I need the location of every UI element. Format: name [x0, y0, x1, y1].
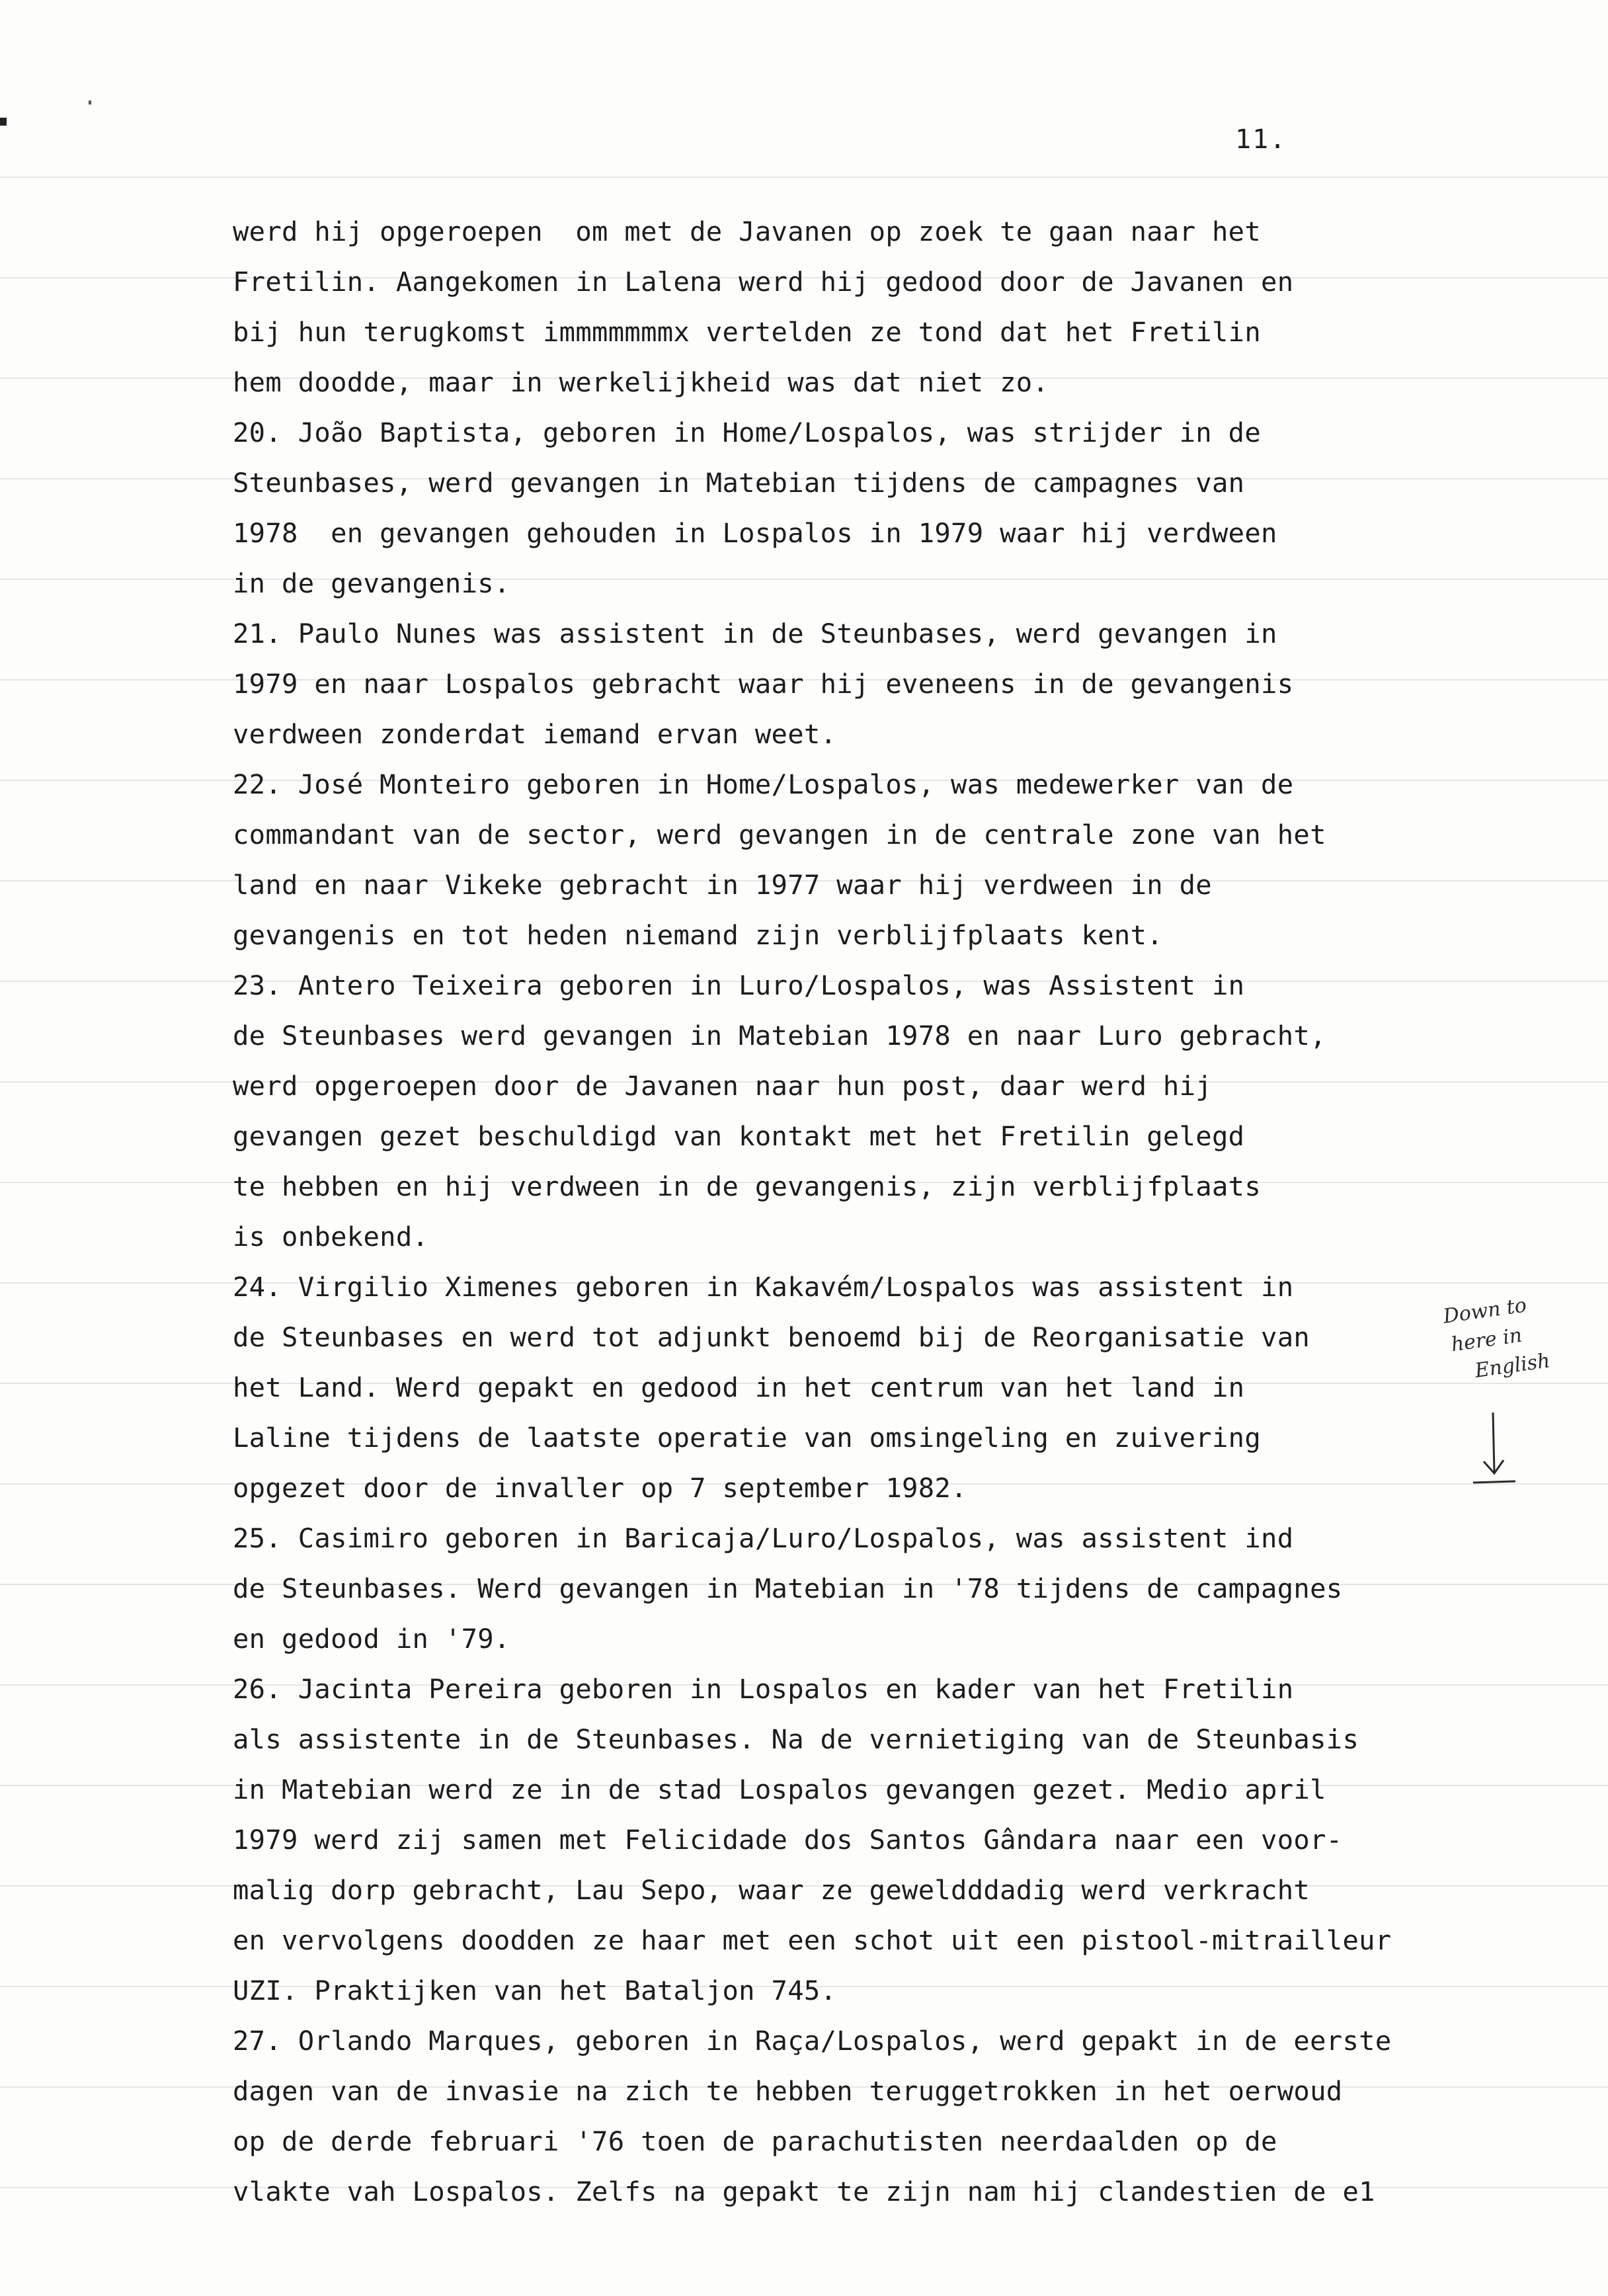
- down-arrow-icon: [1468, 1409, 1521, 1488]
- text-line: 1978 en gevangen gehouden in Lospalos in 1979 waar hij verdween: [233, 517, 1277, 549]
- text-line: Laline tijdens de laatste operatie van omsingeling en zuivering: [233, 1422, 1262, 1454]
- text-line: en gedood in '79.: [233, 1623, 510, 1655]
- text-line: werd opgeroepen door de Javanen naar hun post, daar werd hij: [233, 1070, 1212, 1102]
- binding-mark: [0, 118, 7, 126]
- text-line: hem doodde, maar in werkelijkheid was dat niet zo.: [233, 366, 1049, 398]
- text-line: in Matebian werd ze in de stad Lospalos gevangen gezet. Medio april: [233, 1774, 1326, 1805]
- text-line: het Land. Werd gepakt en gedood in het centrum van het land in: [233, 1372, 1245, 1403]
- handwritten-margin-note: [1428, 1293, 1587, 1508]
- text-line: de Steunbases. Werd gevangen in Matebian in '78 tijdens de campagnes: [233, 1573, 1343, 1604]
- margin-note-line: English: [1473, 1349, 1552, 1383]
- text-line: opgezet door de invaller op 7 september 1982.: [233, 1472, 967, 1504]
- text-line: vlakte vah Lospalos. Zelfs na gepakt te zijn nam hij clandestien de e1: [233, 2176, 1375, 2207]
- text-line: Steunbases, werd gevangen in Matebian tijdens de campagnes van: [233, 467, 1245, 499]
- text-line: commandant van de sector, werd gevangen in de centrale zone van het: [233, 819, 1326, 850]
- text-line: de Steunbases werd gevangen in Matebian 1978 en naar Luro gebracht,: [233, 1020, 1326, 1051]
- text-line: op de derde februari '76 toen de parachutisten neerdaalden op de: [233, 2125, 1277, 2157]
- text-line: 25. Casimiro geboren in Baricaja/Luro/Lospalos, was assistent ind: [233, 1522, 1294, 1554]
- text-line: te hebben en hij verdween in de gevangenis, zijn verblijfplaats: [233, 1170, 1262, 1202]
- text-line: 24. Virgilio Ximenes geboren in Kakavém/Lospalos was assistent in: [233, 1271, 1294, 1303]
- text-line: 1979 en naar Lospalos gebracht waar hij eveneens in de gevangenis: [233, 668, 1294, 700]
- text-line: UZI. Praktijken van het Bataljon 745.: [233, 1975, 837, 2006]
- text-line: 22. José Monteiro geboren in Home/Lospalos, was medewerker van de: [233, 768, 1294, 800]
- text-line: malig dorp gebracht, Lau Sepo, waar ze geweldddadig werd verkracht: [233, 1874, 1310, 1906]
- page-number: 11.: [1235, 124, 1287, 155]
- text-line: werd hij opgeroepen om met de Javanen op zoek te gaan naar het: [233, 216, 1262, 247]
- text-line: 27. Orlando Marques, geboren in Raça/Lospalos, werd gepakt in de eerste: [233, 2025, 1392, 2057]
- typewritten-body: [233, 206, 1489, 2217]
- text-line: 20. João Baptista, geboren in Home/Lospalos, was strijder in de: [233, 417, 1262, 448]
- text-line: gevangen gezet beschuldigd van kontakt met het Fretilin gelegd: [233, 1120, 1245, 1152]
- text-line: in de gevangenis.: [233, 567, 510, 599]
- text-line: Fretilin. Aangekomen in Lalena werd hij gedood door de Javanen en: [233, 266, 1294, 298]
- text-line: is onbekend.: [233, 1221, 429, 1252]
- margin-note-line: here in: [1449, 1323, 1524, 1357]
- text-line: bij hun terugkomst immmmmmmx vertelden ze tond dat het Fretilin: [233, 316, 1262, 348]
- text-line: dagen van de invasie na zich te hebben teruggetrokken in het oerwoud: [233, 2075, 1343, 2107]
- text-line: 21. Paulo Nunes was assistent in de Steunbases, werd gevangen in: [233, 618, 1277, 649]
- text-line: 26. Jacinta Pereira geboren in Lospalos en kader van het Fretilin: [233, 1673, 1294, 1705]
- margin-note-text: [1441, 1282, 1597, 1389]
- speck-mark: [89, 101, 91, 104]
- text-line: land en naar Vikeke gebracht in 1977 waar hij verdween in de: [233, 869, 1212, 901]
- text-line: als assistente in de Steunbases. Na de vernietiging van de Steunbasis: [233, 1723, 1359, 1755]
- text-line: de Steunbases en werd tot adjunkt benoemd bij de Reorganisatie van: [233, 1321, 1310, 1353]
- text-line: verdween zonderdat iemand ervan weet.: [233, 718, 837, 750]
- text-line: 1979 werd zij samen met Felicidade dos Santos Gândara naar een voor-: [233, 1824, 1343, 1856]
- text-line: gevangenis en tot heden niemand zijn verblijfplaats kent.: [233, 919, 1163, 951]
- text-line: en vervolgens doodden ze haar met een schot uit een pistool-mitrailleur: [233, 1924, 1392, 1956]
- margin-note-line: Down to: [1441, 1293, 1528, 1329]
- text-line: 23. Antero Teixeira geboren in Luro/Lospalos, was Assistent in: [233, 969, 1245, 1001]
